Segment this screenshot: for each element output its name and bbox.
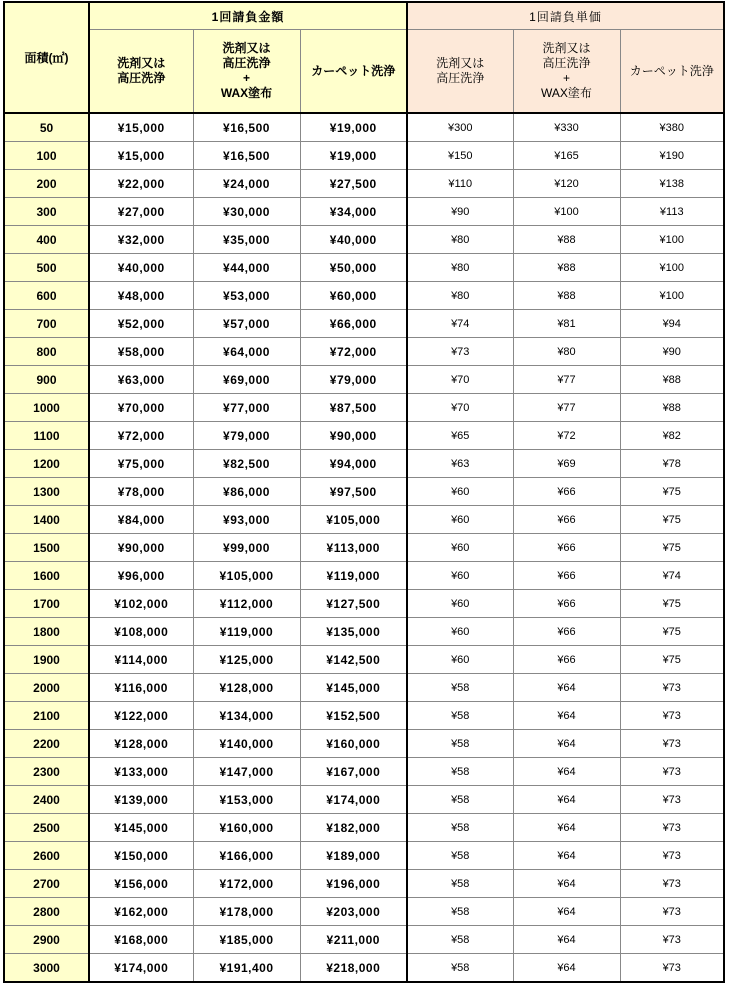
unit-carpet-cell: ¥90 (620, 338, 724, 366)
unit-carpet-header (620, 30, 724, 114)
total-carpet-cell: ¥19,000 (300, 142, 407, 170)
header-line: WAX塗布 (541, 86, 592, 100)
total-detergent-wax-cell: ¥153,000 (193, 786, 300, 814)
unit-carpet-cell: ¥380 (620, 113, 724, 142)
area-cell: 2400 (4, 786, 89, 814)
unit-detergent-wax-cell: ¥66 (513, 506, 620, 534)
total-detergent-wax-cell: ¥166,000 (193, 842, 300, 870)
table-row (4, 926, 724, 954)
total-detergent-wax-cell: ¥147,000 (193, 758, 300, 786)
total-detergent-cell: ¥133,000 (89, 758, 193, 786)
total-carpet-cell: ¥27,500 (300, 170, 407, 198)
unit-detergent-cell: ¥58 (407, 674, 513, 702)
total-detergent-wax-cell: ¥172,000 (193, 870, 300, 898)
total-detergent-wax-cell: ¥140,000 (193, 730, 300, 758)
total-carpet-cell: ¥34,000 (300, 198, 407, 226)
unit-detergent-wax-cell: ¥81 (513, 310, 620, 338)
total-carpet-cell: ¥160,000 (300, 730, 407, 758)
header-line: 洗剤又は (117, 56, 166, 70)
total-detergent-wax-cell: ¥99,000 (193, 534, 300, 562)
table-row (4, 590, 724, 618)
table-row (4, 198, 724, 226)
unit-detergent-cell: ¥58 (407, 842, 513, 870)
unit-detergent-cell: ¥73 (407, 338, 513, 366)
header-line: 洗剤又は (436, 56, 485, 70)
table-row (4, 113, 724, 142)
total-detergent-header (89, 30, 193, 114)
total-detergent-cell: ¥52,000 (89, 310, 193, 338)
unit-detergent-cell: ¥60 (407, 506, 513, 534)
unit-carpet-cell: ¥73 (620, 730, 724, 758)
area-cell: 50 (4, 113, 89, 142)
total-carpet-cell: ¥97,500 (300, 478, 407, 506)
total-detergent-cell: ¥116,000 (89, 674, 193, 702)
total-carpet-cell: ¥135,000 (300, 618, 407, 646)
total-detergent-cell: ¥58,000 (89, 338, 193, 366)
unit-detergent-wax-header (513, 30, 620, 114)
area-cell: 1700 (4, 590, 89, 618)
table-row (4, 226, 724, 254)
area-cell: 1300 (4, 478, 89, 506)
unit-carpet-cell: ¥73 (620, 786, 724, 814)
header-line: + (562, 71, 570, 85)
unit-detergent-cell: ¥300 (407, 113, 513, 142)
total-carpet-cell: ¥196,000 (300, 870, 407, 898)
area-cell: 800 (4, 338, 89, 366)
total-detergent-cell: ¥139,000 (89, 786, 193, 814)
table-row (4, 282, 724, 310)
area-cell: 1000 (4, 394, 89, 422)
total-carpet-cell: ¥189,000 (300, 842, 407, 870)
table-row (4, 478, 724, 506)
total-detergent-wax-cell: ¥64,000 (193, 338, 300, 366)
table-row (4, 310, 724, 338)
unit-carpet-cell: ¥73 (620, 758, 724, 786)
total-carpet-cell: ¥127,500 (300, 590, 407, 618)
unit-carpet-cell: ¥73 (620, 926, 724, 954)
total-detergent-wax-cell: ¥112,000 (193, 590, 300, 618)
table-row (4, 506, 724, 534)
area-cell: 1600 (4, 562, 89, 590)
unit-detergent-cell: ¥80 (407, 282, 513, 310)
total-detergent-wax-cell: ¥125,000 (193, 646, 300, 674)
unit-carpet-cell: ¥75 (620, 534, 724, 562)
total-detergent-wax-header (193, 30, 300, 114)
total-detergent-wax-cell: ¥82,500 (193, 450, 300, 478)
unit-detergent-cell: ¥58 (407, 730, 513, 758)
total-detergent-cell: ¥72,000 (89, 422, 193, 450)
total-detergent-wax-cell: ¥44,000 (193, 254, 300, 282)
unit-detergent-wax-cell: ¥66 (513, 646, 620, 674)
total-carpet-cell: ¥72,000 (300, 338, 407, 366)
total-carpet-cell: ¥167,000 (300, 758, 407, 786)
unit-carpet-cell: ¥82 (620, 422, 724, 450)
table-row (4, 450, 724, 478)
header-line: 高圧洗浄 (117, 71, 166, 85)
unit-carpet-cell: ¥73 (620, 814, 724, 842)
total-detergent-wax-cell: ¥53,000 (193, 282, 300, 310)
table-row (4, 870, 724, 898)
area-cell: 3000 (4, 954, 89, 983)
area-cell: 2200 (4, 730, 89, 758)
unit-carpet-cell: ¥75 (620, 478, 724, 506)
header-line: 洗剤又は (222, 41, 271, 55)
unit-detergent-cell: ¥65 (407, 422, 513, 450)
price-table (3, 1, 725, 983)
unit-detergent-wax-cell: ¥88 (513, 254, 620, 282)
total-carpet-cell: ¥218,000 (300, 954, 407, 983)
area-cell: 2300 (4, 758, 89, 786)
unit-carpet-cell: ¥73 (620, 898, 724, 926)
unit-detergent-wax-cell: ¥66 (513, 478, 620, 506)
unit-detergent-cell: ¥80 (407, 226, 513, 254)
area-cell: 2000 (4, 674, 89, 702)
header-line: + (242, 71, 250, 85)
total-carpet-cell: ¥50,000 (300, 254, 407, 282)
unit-detergent-wax-cell: ¥64 (513, 786, 620, 814)
unit-detergent-cell: ¥58 (407, 926, 513, 954)
total-detergent-cell: ¥84,000 (89, 506, 193, 534)
unit-detergent-cell: ¥74 (407, 310, 513, 338)
unit-carpet-cell: ¥73 (620, 954, 724, 983)
total-detergent-cell: ¥145,000 (89, 814, 193, 842)
unit-detergent-wax-cell: ¥165 (513, 142, 620, 170)
unit-detergent-wax-cell: ¥88 (513, 226, 620, 254)
area-cell: 1100 (4, 422, 89, 450)
unit-detergent-cell: ¥70 (407, 366, 513, 394)
table-row (4, 394, 724, 422)
total-carpet-cell: ¥152,500 (300, 702, 407, 730)
total-detergent-wax-cell: ¥16,500 (193, 142, 300, 170)
table-row (4, 534, 724, 562)
unit-detergent-wax-cell: ¥330 (513, 113, 620, 142)
unit-detergent-wax-cell: ¥120 (513, 170, 620, 198)
unit-detergent-cell: ¥150 (407, 142, 513, 170)
unit-detergent-wax-cell: ¥80 (513, 338, 620, 366)
table-row (4, 366, 724, 394)
total-detergent-cell: ¥168,000 (89, 926, 193, 954)
total-carpet-cell: ¥142,500 (300, 646, 407, 674)
unit-detergent-wax-cell: ¥64 (513, 814, 620, 842)
total-detergent-cell: ¥114,000 (89, 646, 193, 674)
unit-carpet-cell: ¥113 (620, 198, 724, 226)
total-detergent-cell: ¥78,000 (89, 478, 193, 506)
unit-detergent-cell: ¥58 (407, 870, 513, 898)
total-carpet-cell: ¥94,000 (300, 450, 407, 478)
unit-carpet-cell: ¥73 (620, 674, 724, 702)
total-detergent-cell: ¥90,000 (89, 534, 193, 562)
total-detergent-cell: ¥40,000 (89, 254, 193, 282)
unit-carpet-cell: ¥73 (620, 870, 724, 898)
unit-detergent-wax-cell: ¥64 (513, 954, 620, 983)
unit-detergent-wax-cell: ¥64 (513, 870, 620, 898)
total-detergent-cell: ¥128,000 (89, 730, 193, 758)
unit-detergent-wax-cell: ¥66 (513, 618, 620, 646)
unit-carpet-cell: ¥100 (620, 254, 724, 282)
unit-carpet-cell: ¥75 (620, 506, 724, 534)
total-detergent-wax-cell: ¥57,000 (193, 310, 300, 338)
table-row (4, 786, 724, 814)
area-cell: 400 (4, 226, 89, 254)
total-detergent-cell: ¥15,000 (89, 142, 193, 170)
total-carpet-cell: ¥113,000 (300, 534, 407, 562)
unit-detergent-wax-cell: ¥69 (513, 450, 620, 478)
area-cell: 1400 (4, 506, 89, 534)
unit-detergent-wax-cell: ¥64 (513, 730, 620, 758)
total-carpet-cell: ¥60,000 (300, 282, 407, 310)
unit-detergent-wax-cell: ¥64 (513, 702, 620, 730)
total-carpet-cell: ¥211,000 (300, 926, 407, 954)
area-cell: 2600 (4, 842, 89, 870)
table-row (4, 422, 724, 450)
total-carpet-cell: ¥40,000 (300, 226, 407, 254)
unit-detergent-wax-cell: ¥100 (513, 198, 620, 226)
total-detergent-cell: ¥156,000 (89, 870, 193, 898)
total-detergent-wax-cell: ¥77,000 (193, 394, 300, 422)
area-cell: 1500 (4, 534, 89, 562)
total-detergent-cell: ¥108,000 (89, 618, 193, 646)
total-detergent-wax-cell: ¥30,000 (193, 198, 300, 226)
table-row (4, 618, 724, 646)
area-cell: 700 (4, 310, 89, 338)
total-detergent-wax-cell: ¥24,000 (193, 170, 300, 198)
table-row (4, 254, 724, 282)
header-line: カーペット洗浄 (629, 63, 714, 78)
area-cell: 100 (4, 142, 89, 170)
table-row (4, 142, 724, 170)
unit-detergent-wax-cell: ¥77 (513, 366, 620, 394)
table-row (4, 954, 724, 983)
total-detergent-cell: ¥70,000 (89, 394, 193, 422)
area-cell: 900 (4, 366, 89, 394)
unit-detergent-cell: ¥60 (407, 618, 513, 646)
total-detergent-cell: ¥122,000 (89, 702, 193, 730)
unit-price-group-header: 1回請負単価 (407, 2, 724, 30)
total-detergent-wax-cell: ¥86,000 (193, 478, 300, 506)
area-cell: 300 (4, 198, 89, 226)
total-detergent-cell: ¥162,000 (89, 898, 193, 926)
area-cell: 2900 (4, 926, 89, 954)
table-row (4, 562, 724, 590)
total-detergent-wax-cell: ¥16,500 (193, 113, 300, 142)
total-detergent-cell: ¥48,000 (89, 282, 193, 310)
total-carpet-cell: ¥87,500 (300, 394, 407, 422)
total-detergent-wax-cell: ¥35,000 (193, 226, 300, 254)
unit-detergent-wax-cell: ¥64 (513, 898, 620, 926)
unit-carpet-cell: ¥75 (620, 618, 724, 646)
unit-detergent-wax-cell: ¥66 (513, 562, 620, 590)
table-row (4, 842, 724, 870)
table-row (4, 170, 724, 198)
unit-detergent-wax-cell: ¥64 (513, 674, 620, 702)
area-cell: 2800 (4, 898, 89, 926)
total-carpet-cell: ¥145,000 (300, 674, 407, 702)
total-detergent-cell: ¥150,000 (89, 842, 193, 870)
unit-detergent-cell: ¥60 (407, 478, 513, 506)
area-cell: 2100 (4, 702, 89, 730)
unit-carpet-cell: ¥75 (620, 646, 724, 674)
area-cell: 2500 (4, 814, 89, 842)
area-cell: 1200 (4, 450, 89, 478)
total-detergent-cell: ¥96,000 (89, 562, 193, 590)
total-detergent-cell: ¥15,000 (89, 113, 193, 142)
header-line: 高圧洗浄 (436, 71, 485, 85)
total-detergent-wax-cell: ¥191,400 (193, 954, 300, 983)
area-header: 面積(㎡) (4, 2, 89, 113)
total-carpet-cell: ¥174,000 (300, 786, 407, 814)
total-carpet-cell: ¥79,000 (300, 366, 407, 394)
unit-detergent-wax-cell: ¥64 (513, 758, 620, 786)
area-cell: 500 (4, 254, 89, 282)
unit-carpet-cell: ¥78 (620, 450, 724, 478)
unit-carpet-cell: ¥190 (620, 142, 724, 170)
unit-carpet-cell: ¥100 (620, 226, 724, 254)
header-line: 高圧洗浄 (222, 56, 271, 70)
total-amount-group-header: 1回請負金額 (89, 2, 407, 30)
table-row (4, 674, 724, 702)
total-carpet-cell: ¥90,000 (300, 422, 407, 450)
unit-detergent-cell: ¥58 (407, 954, 513, 983)
unit-detergent-cell: ¥110 (407, 170, 513, 198)
unit-carpet-cell: ¥74 (620, 562, 724, 590)
total-detergent-wax-cell: ¥69,000 (193, 366, 300, 394)
unit-detergent-cell: ¥90 (407, 198, 513, 226)
unit-detergent-cell: ¥58 (407, 898, 513, 926)
unit-detergent-cell: ¥58 (407, 702, 513, 730)
unit-carpet-cell: ¥94 (620, 310, 724, 338)
total-detergent-wax-cell: ¥185,000 (193, 926, 300, 954)
table-row (4, 338, 724, 366)
table-body (4, 113, 724, 982)
total-detergent-cell: ¥102,000 (89, 590, 193, 618)
unit-detergent-wax-cell: ¥77 (513, 394, 620, 422)
unit-carpet-cell: ¥73 (620, 842, 724, 870)
total-detergent-cell: ¥27,000 (89, 198, 193, 226)
unit-carpet-cell: ¥100 (620, 282, 724, 310)
total-detergent-wax-cell: ¥93,000 (193, 506, 300, 534)
unit-detergent-wax-cell: ¥88 (513, 282, 620, 310)
total-detergent-cell: ¥75,000 (89, 450, 193, 478)
table-row (4, 814, 724, 842)
unit-carpet-cell: ¥88 (620, 366, 724, 394)
total-detergent-wax-cell: ¥128,000 (193, 674, 300, 702)
unit-detergent-wax-cell: ¥72 (513, 422, 620, 450)
total-carpet-header (300, 30, 407, 114)
header-line: 洗剤又は (542, 41, 591, 55)
area-cell: 600 (4, 282, 89, 310)
unit-detergent-wax-cell: ¥66 (513, 590, 620, 618)
unit-detergent-cell: ¥60 (407, 534, 513, 562)
table-row (4, 730, 724, 758)
unit-carpet-cell: ¥73 (620, 702, 724, 730)
total-carpet-cell: ¥66,000 (300, 310, 407, 338)
table-row (4, 702, 724, 730)
area-cell: 2700 (4, 870, 89, 898)
total-carpet-cell: ¥203,000 (300, 898, 407, 926)
unit-detergent-wax-cell: ¥64 (513, 926, 620, 954)
table-row (4, 898, 724, 926)
total-detergent-wax-cell: ¥105,000 (193, 562, 300, 590)
unit-detergent-cell: ¥80 (407, 254, 513, 282)
area-cell: 200 (4, 170, 89, 198)
area-cell: 1900 (4, 646, 89, 674)
unit-detergent-wax-cell: ¥66 (513, 534, 620, 562)
header-line: WAX塗布 (220, 86, 273, 100)
unit-carpet-cell: ¥88 (620, 394, 724, 422)
total-detergent-wax-cell: ¥119,000 (193, 618, 300, 646)
unit-detergent-cell: ¥58 (407, 758, 513, 786)
total-detergent-cell: ¥22,000 (89, 170, 193, 198)
unit-detergent-cell: ¥63 (407, 450, 513, 478)
unit-detergent-wax-cell: ¥64 (513, 842, 620, 870)
unit-detergent-cell: ¥60 (407, 562, 513, 590)
unit-carpet-cell: ¥138 (620, 170, 724, 198)
unit-detergent-cell: ¥58 (407, 786, 513, 814)
total-carpet-cell: ¥105,000 (300, 506, 407, 534)
unit-detergent-cell: ¥60 (407, 646, 513, 674)
total-detergent-cell: ¥63,000 (89, 366, 193, 394)
total-detergent-cell: ¥174,000 (89, 954, 193, 983)
table-row (4, 758, 724, 786)
header-line: 高圧洗浄 (542, 56, 591, 70)
total-detergent-wax-cell: ¥79,000 (193, 422, 300, 450)
total-detergent-cell: ¥32,000 (89, 226, 193, 254)
total-detergent-wax-cell: ¥160,000 (193, 814, 300, 842)
unit-detergent-cell: ¥60 (407, 590, 513, 618)
unit-detergent-cell: ¥70 (407, 394, 513, 422)
table-row (4, 646, 724, 674)
header-line: カーペット洗浄 (311, 63, 396, 78)
total-detergent-wax-cell: ¥134,000 (193, 702, 300, 730)
unit-detergent-cell: ¥58 (407, 814, 513, 842)
total-carpet-cell: ¥182,000 (300, 814, 407, 842)
area-cell: 1800 (4, 618, 89, 646)
total-carpet-cell: ¥19,000 (300, 113, 407, 142)
unit-carpet-cell: ¥75 (620, 590, 724, 618)
total-detergent-wax-cell: ¥178,000 (193, 898, 300, 926)
total-carpet-cell: ¥119,000 (300, 562, 407, 590)
unit-detergent-header (407, 30, 513, 114)
